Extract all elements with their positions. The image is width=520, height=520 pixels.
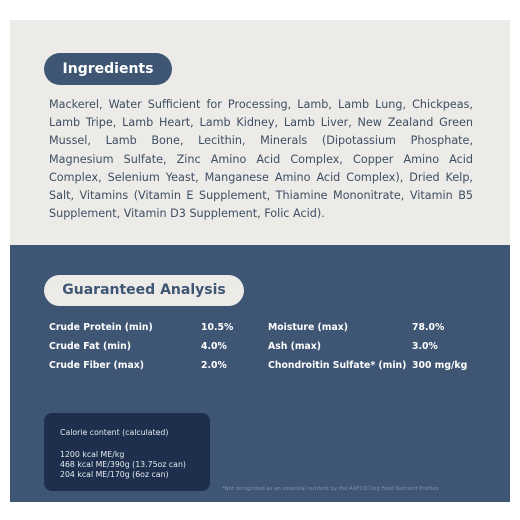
analysis-label: Ash (max): [268, 341, 322, 352]
analysis-label: Crude Fat (min): [49, 341, 131, 352]
footnote: *Not recognized as an essential nutrient by the AAFCO Dog Food Nutrient Profiles: [222, 486, 439, 492]
guaranteed-analysis-heading: Guaranteed Analysis: [44, 275, 244, 306]
analysis-value: 4.0%: [201, 341, 227, 352]
ingredients-list: Mackerel, Water Sufficient for Processing, Lamb, Lamb Lung, Chickpeas, Lamb Tripe, Lamb Heart, Lamb Kidney, Lamb Liver, New Zealand Green Mussel, Lamb Bone, Lecithin, Minerals (Dipotassium Phosphate, Magnesium Sulfate, Zinc Amino Acid Complex, Copper Amino Acid Complex, Selenium Yeast, Manganese Amino Acid Complex), Dried Kelp, Salt, Vitamins (Vitamin E Supplement, Thiamine Mononitrate, Vitamin B5 Supplement, Vitamin D3 Supplement, Folic Acid).: [49, 98, 473, 221]
analysis-value: 3.0%: [412, 341, 438, 352]
ingredients-heading: Ingredients: [44, 53, 172, 85]
analysis-label: Crude Protein (min): [49, 322, 153, 333]
calorie-line: 468 kcal ME/390g (13.75oz can): [60, 460, 186, 469]
calorie-heading: Calorie content (calculated): [60, 428, 169, 437]
calorie-line: 1200 kcal ME/kg: [60, 450, 125, 459]
calorie-content-box: [44, 413, 210, 491]
calorie-line: 204 kcal ME/170g (6oz can): [60, 470, 169, 479]
analysis-label: Crude Fiber (max): [49, 360, 144, 371]
analysis-label: Chondroitin Sulfate* (min): [268, 360, 407, 371]
analysis-value: 2.0%: [201, 360, 227, 371]
analysis-label: Moisture (max): [268, 322, 349, 333]
analysis-value: 78.0%: [412, 322, 445, 333]
analysis-value: 10.5%: [201, 322, 234, 333]
analysis-value: 300 mg/kg: [412, 360, 468, 371]
